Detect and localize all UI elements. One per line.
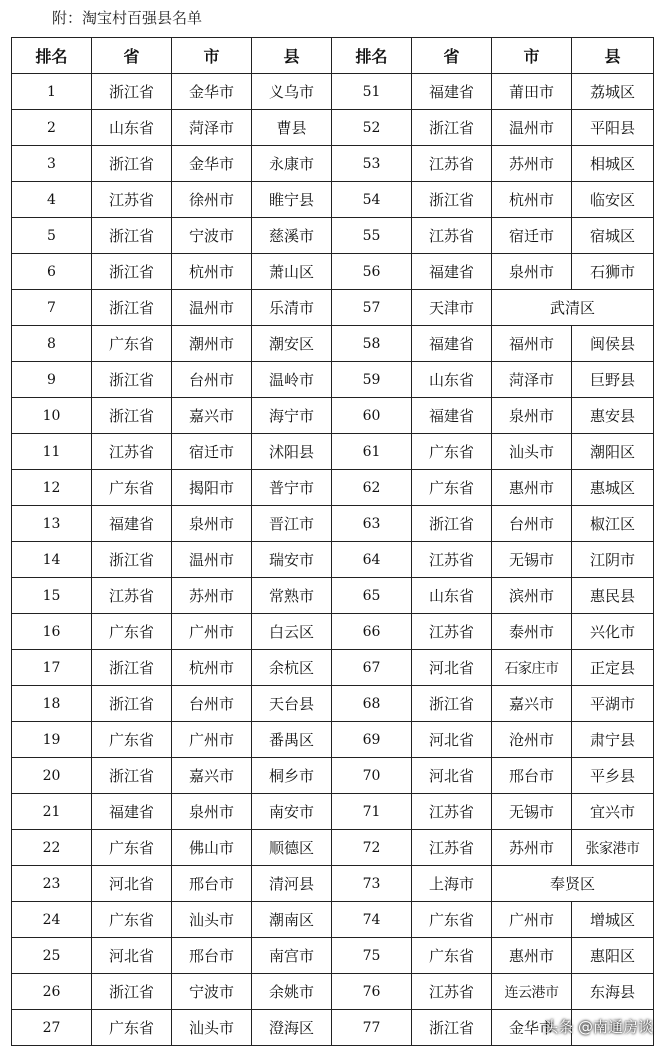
cell-city: 温州市 [172, 542, 252, 578]
cell-rank-right: 66 [332, 614, 412, 650]
cell-county-right: 肃宁县 [572, 722, 654, 758]
cell-city-right: 无锡市 [492, 542, 572, 578]
cell-province-right: 浙江省 [412, 1010, 492, 1046]
table-row [12, 326, 654, 362]
cell-province: 广东省 [92, 1010, 172, 1046]
table-row [12, 542, 654, 578]
cell-city: 台州市 [172, 362, 252, 398]
cell-province: 福建省 [92, 794, 172, 830]
cell-city-right: 沧州市 [492, 722, 572, 758]
cell-city-right: 泉州市 [492, 398, 572, 434]
table-row [12, 722, 654, 758]
cell-rank-right: 61 [332, 434, 412, 470]
cell-city-right: 石家庄市 [492, 650, 572, 686]
cell-county: 南安市 [252, 794, 332, 830]
cell-rank: 15 [12, 578, 92, 614]
cell-rank: 4 [12, 182, 92, 218]
cell-rank: 12 [12, 470, 92, 506]
cell-city-right: 惠州市 [492, 470, 572, 506]
cell-rank-right: 62 [332, 470, 412, 506]
cell-province-right: 广东省 [412, 434, 492, 470]
table-row [12, 182, 654, 218]
cell-city: 广州市 [172, 614, 252, 650]
table-row [12, 254, 654, 290]
cell-rank: 14 [12, 542, 92, 578]
cell-city-right: 无锡市 [492, 794, 572, 830]
cell-city: 金华市 [172, 146, 252, 182]
cell-county: 曹县 [252, 110, 332, 146]
cell-city-right: 宿迁市 [492, 218, 572, 254]
page-title: 附：淘宝村百强县名单 [52, 9, 203, 27]
cell-county-right: 增城区 [572, 902, 654, 938]
cell-province: 浙江省 [92, 146, 172, 182]
cell-rank: 17 [12, 650, 92, 686]
cell-county: 慈溪市 [252, 218, 332, 254]
cell-city-right: 温州市 [492, 110, 572, 146]
cell-province-right: 福建省 [412, 326, 492, 362]
cell-city-right: 滨州市 [492, 578, 572, 614]
cell-province-right: 江苏省 [412, 218, 492, 254]
cell-city-right: 连云港市 [492, 974, 572, 1010]
cell-rank: 9 [12, 362, 92, 398]
cell-province-right: 福建省 [412, 254, 492, 290]
table-row [12, 830, 654, 866]
cell-county: 天台县 [252, 686, 332, 722]
cell-province-right: 江苏省 [412, 542, 492, 578]
cell-province: 广东省 [92, 830, 172, 866]
cell-rank-right: 73 [332, 866, 412, 902]
cell-rank: 1 [12, 74, 92, 110]
county-ranking-table [11, 37, 654, 1046]
cell-county: 清河县 [252, 866, 332, 902]
cell-province: 浙江省 [92, 686, 172, 722]
cell-province-right: 江苏省 [412, 974, 492, 1010]
cell-rank: 22 [12, 830, 92, 866]
cell-city: 苏州市 [172, 578, 252, 614]
cell-rank-right: 76 [332, 974, 412, 1010]
column-header-province-right: 省 [412, 38, 492, 74]
cell-county-right: 巨野县 [572, 362, 654, 398]
table-header-row [12, 38, 654, 74]
cell-city-right: 福州市 [492, 326, 572, 362]
cell-city-right: 邢台市 [492, 758, 572, 794]
table-row [12, 686, 654, 722]
cell-rank-right: 67 [332, 650, 412, 686]
cell-city-right: 杭州市 [492, 182, 572, 218]
cell-rank-right: 63 [332, 506, 412, 542]
cell-county: 常熟市 [252, 578, 332, 614]
column-header-city-right: 市 [492, 38, 572, 74]
cell-county-right: 相城区 [572, 146, 654, 182]
table-body [12, 74, 654, 1046]
cell-city: 台州市 [172, 686, 252, 722]
cell-county: 永康市 [252, 146, 332, 182]
cell-county: 余杭区 [252, 650, 332, 686]
cell-province: 山东省 [92, 110, 172, 146]
cell-rank-right: 72 [332, 830, 412, 866]
cell-city: 汕头市 [172, 902, 252, 938]
cell-county: 温岭市 [252, 362, 332, 398]
cell-province: 浙江省 [92, 398, 172, 434]
cell-province: 浙江省 [92, 974, 172, 1010]
cell-district-right: 武清区 [492, 290, 654, 326]
table-row [12, 74, 654, 110]
cell-rank: 19 [12, 722, 92, 758]
cell-county-right: 惠城区 [572, 470, 654, 506]
cell-county-right: 石狮市 [572, 254, 654, 290]
cell-county: 顺德区 [252, 830, 332, 866]
cell-province: 河北省 [92, 938, 172, 974]
column-header-county-right: 县 [572, 38, 654, 74]
cell-county: 南宫市 [252, 938, 332, 974]
cell-rank: 7 [12, 290, 92, 326]
cell-city: 温州市 [172, 290, 252, 326]
cell-rank: 27 [12, 1010, 92, 1046]
cell-rank-right: 59 [332, 362, 412, 398]
cell-city: 菏泽市 [172, 110, 252, 146]
table-row [12, 398, 654, 434]
cell-county-right: 临安区 [572, 182, 654, 218]
watermark: 头条 @南通房谈 [543, 1018, 653, 1036]
cell-province-right: 广东省 [412, 938, 492, 974]
cell-province: 浙江省 [92, 542, 172, 578]
cell-province-right: 山东省 [412, 362, 492, 398]
cell-province: 广东省 [92, 902, 172, 938]
cell-rank-right: 64 [332, 542, 412, 578]
cell-rank: 2 [12, 110, 92, 146]
cell-city: 泉州市 [172, 794, 252, 830]
cell-province: 福建省 [92, 506, 172, 542]
cell-rank: 6 [12, 254, 92, 290]
table-row [12, 758, 654, 794]
cell-rank: 20 [12, 758, 92, 794]
cell-county-right: 潮阳区 [572, 434, 654, 470]
table-row [12, 578, 654, 614]
table-row [12, 146, 654, 182]
cell-rank-right: 75 [332, 938, 412, 974]
cell-province-right: 浙江省 [412, 506, 492, 542]
cell-city-right: 菏泽市 [492, 362, 572, 398]
cell-rank-right: 55 [332, 218, 412, 254]
cell-county-right: 惠民县 [572, 578, 654, 614]
cell-rank-right: 70 [332, 758, 412, 794]
cell-rank-right: 54 [332, 182, 412, 218]
cell-city: 汕头市 [172, 1010, 252, 1046]
column-header-city: 市 [172, 38, 252, 74]
table-row [12, 470, 654, 506]
cell-county-right: 平乡县 [572, 758, 654, 794]
cell-county-right: 江阴市 [572, 542, 654, 578]
cell-county-right: 宿城区 [572, 218, 654, 254]
cell-county: 潮南区 [252, 902, 332, 938]
cell-city: 邢台市 [172, 938, 252, 974]
cell-city-right: 台州市 [492, 506, 572, 542]
cell-county-right: 荔城区 [572, 74, 654, 110]
table-row [12, 218, 654, 254]
cell-province: 浙江省 [92, 218, 172, 254]
table-row [12, 650, 654, 686]
cell-city: 宁波市 [172, 974, 252, 1010]
cell-rank: 3 [12, 146, 92, 182]
cell-province-right: 广东省 [412, 470, 492, 506]
cell-province-right: 江苏省 [412, 614, 492, 650]
cell-rank: 21 [12, 794, 92, 830]
cell-city: 嘉兴市 [172, 758, 252, 794]
cell-city: 佛山市 [172, 830, 252, 866]
cell-county: 海宁市 [252, 398, 332, 434]
cell-rank-right: 53 [332, 146, 412, 182]
cell-county-right: 正定县 [572, 650, 654, 686]
cell-county-right: 宜兴市 [572, 794, 654, 830]
cell-rank: 13 [12, 506, 92, 542]
cell-rank: 24 [12, 902, 92, 938]
cell-province-right: 河北省 [412, 758, 492, 794]
cell-city: 邢台市 [172, 866, 252, 902]
cell-county: 白云区 [252, 614, 332, 650]
cell-county: 桐乡市 [252, 758, 332, 794]
cell-province-right: 浙江省 [412, 686, 492, 722]
cell-province-right: 河北省 [412, 722, 492, 758]
cell-city-right: 泉州市 [492, 254, 572, 290]
table-row [12, 974, 654, 1010]
cell-rank-right: 71 [332, 794, 412, 830]
cell-province: 浙江省 [92, 650, 172, 686]
cell-province-right: 江苏省 [412, 146, 492, 182]
cell-rank-right: 58 [332, 326, 412, 362]
cell-rank-right: 77 [332, 1010, 412, 1046]
cell-province-right: 江苏省 [412, 794, 492, 830]
cell-city: 广州市 [172, 722, 252, 758]
cell-province-right: 浙江省 [412, 110, 492, 146]
cell-city: 嘉兴市 [172, 398, 252, 434]
cell-city-right: 苏州市 [492, 146, 572, 182]
cell-city-right: 金华市 [492, 1010, 572, 1046]
cell-rank: 23 [12, 866, 92, 902]
cell-rank: 16 [12, 614, 92, 650]
cell-city: 徐州市 [172, 182, 252, 218]
cell-rank: 25 [12, 938, 92, 974]
cell-county-right: 张家港市 [572, 830, 654, 866]
cell-county: 晋江市 [252, 506, 332, 542]
cell-county: 睢宁县 [252, 182, 332, 218]
cell-rank: 18 [12, 686, 92, 722]
column-header-province: 省 [92, 38, 172, 74]
cell-county: 瑞安市 [252, 542, 332, 578]
cell-county-right: 东海县 [572, 974, 654, 1010]
cell-province-right: 上海市 [412, 866, 492, 902]
table-row [12, 866, 654, 902]
table-row [12, 794, 654, 830]
cell-province: 浙江省 [92, 254, 172, 290]
cell-city-right: 广州市 [492, 902, 572, 938]
cell-city: 潮州市 [172, 326, 252, 362]
cell-city: 杭州市 [172, 254, 252, 290]
table-row [12, 290, 654, 326]
table-row [12, 110, 654, 146]
cell-rank: 8 [12, 326, 92, 362]
cell-county: 义乌市 [252, 74, 332, 110]
cell-county: 潮安区 [252, 326, 332, 362]
cell-province-right: 江苏省 [412, 830, 492, 866]
column-header-rank: 排名 [12, 38, 92, 74]
cell-rank: 10 [12, 398, 92, 434]
cell-province-right: 河北省 [412, 650, 492, 686]
cell-province-right: 山东省 [412, 578, 492, 614]
cell-county-right: 椒江区 [572, 506, 654, 542]
cell-city: 杭州市 [172, 650, 252, 686]
cell-rank-right: 60 [332, 398, 412, 434]
column-header-rank-right: 排名 [332, 38, 412, 74]
cell-rank-right: 57 [332, 290, 412, 326]
cell-rank-right: 69 [332, 722, 412, 758]
cell-county-right: 惠安县 [572, 398, 654, 434]
cell-county: 澄海区 [252, 1010, 332, 1046]
cell-province: 浙江省 [92, 758, 172, 794]
cell-county: 萧山区 [252, 254, 332, 290]
cell-rank: 5 [12, 218, 92, 254]
cell-city: 宿迁市 [172, 434, 252, 470]
cell-county-right: 兴化市 [572, 614, 654, 650]
cell-city: 泉州市 [172, 506, 252, 542]
cell-city: 宁波市 [172, 218, 252, 254]
cell-rank-right: 74 [332, 902, 412, 938]
table-row [12, 938, 654, 974]
cell-province-right: 福建省 [412, 398, 492, 434]
table-row [12, 362, 654, 398]
cell-city-right: 惠州市 [492, 938, 572, 974]
cell-rank-right: 51 [332, 74, 412, 110]
cell-city-right: 汕头市 [492, 434, 572, 470]
cell-province: 江苏省 [92, 182, 172, 218]
cell-province: 江苏省 [92, 578, 172, 614]
cell-county: 普宁市 [252, 470, 332, 506]
cell-rank-right: 68 [332, 686, 412, 722]
cell-rank: 11 [12, 434, 92, 470]
cell-province: 广东省 [92, 614, 172, 650]
cell-rank: 26 [12, 974, 92, 1010]
cell-province: 广东省 [92, 470, 172, 506]
table-row [12, 902, 654, 938]
table-row [12, 434, 654, 470]
cell-city: 金华市 [172, 74, 252, 110]
cell-province-right: 浙江省 [412, 182, 492, 218]
cell-province: 广东省 [92, 326, 172, 362]
table-row [12, 614, 654, 650]
cell-province-right: 天津市 [412, 290, 492, 326]
cell-county: 乐清市 [252, 290, 332, 326]
cell-rank-right: 65 [332, 578, 412, 614]
cell-county-right: 惠阳区 [572, 938, 654, 974]
cell-province: 浙江省 [92, 74, 172, 110]
cell-county-right: 平阳县 [572, 110, 654, 146]
cell-city-right: 嘉兴市 [492, 686, 572, 722]
cell-county-right: 平湖市 [572, 686, 654, 722]
cell-province: 河北省 [92, 866, 172, 902]
cell-county: 余姚市 [252, 974, 332, 1010]
column-header-county: 县 [252, 38, 332, 74]
cell-city-right: 苏州市 [492, 830, 572, 866]
cell-county-right: 闽侯县 [572, 326, 654, 362]
cell-province: 江苏省 [92, 434, 172, 470]
table-row [12, 506, 654, 542]
cell-rank-right: 52 [332, 110, 412, 146]
cell-province-right: 广东省 [412, 902, 492, 938]
cell-county: 番禺区 [252, 722, 332, 758]
cell-city: 揭阳市 [172, 470, 252, 506]
cell-province: 广东省 [92, 722, 172, 758]
cell-city-right: 莆田市 [492, 74, 572, 110]
cell-province-right: 福建省 [412, 74, 492, 110]
cell-rank-right: 56 [332, 254, 412, 290]
cell-province: 浙江省 [92, 362, 172, 398]
cell-city-right: 泰州市 [492, 614, 572, 650]
cell-district-right: 奉贤区 [492, 866, 654, 902]
cell-county: 沭阳县 [252, 434, 332, 470]
cell-province: 浙江省 [92, 290, 172, 326]
